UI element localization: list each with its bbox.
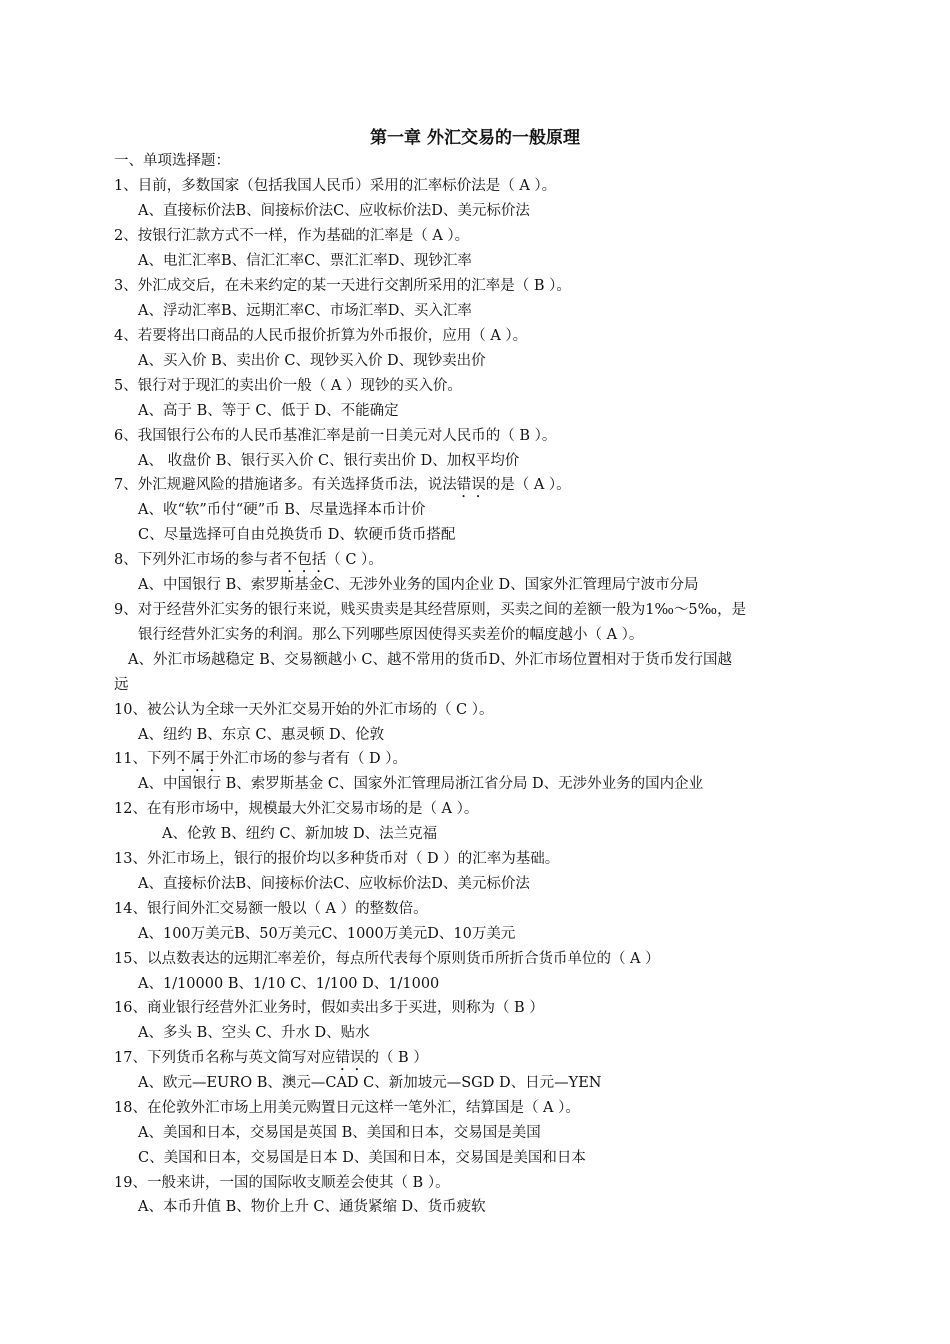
question-10-stem: 10、被公认为全球一天外汇交易开始的外汇市场的（ C ）。	[114, 702, 494, 718]
question-14-options: A、100万美元B、50万美元C、1000万美元D、10万美元	[138, 926, 516, 942]
question-13-options: A、直接标价法B、间接标价法C、应收标价法D、美元标价法	[138, 876, 530, 892]
question-9-stem: 9、对于经营外汇实务的银行来说，贱买贵卖是其经营原则，买卖之间的差额一般为1‰～5‰，是	[114, 602, 747, 618]
question-1-options: A、直接标价法B、间接标价法C、应收标价法D、美元标价法	[138, 203, 530, 219]
question-4-options: A、买入价 B、卖出价 C、现钞买入价 D、现钞卖出价	[138, 353, 486, 369]
question-17-stem-post: 的（ B ）	[364, 1050, 428, 1066]
question-4-stem: 4、若要将出口商品的人民币报价折算为外币报价，应用（ A ）。	[114, 328, 528, 344]
question-8-emphasis: 不包括	[282, 552, 327, 568]
question-7-stem-post: 的是（ A ）。	[485, 477, 571, 493]
question-11-stem-pre: 11、下列	[114, 751, 176, 767]
question-7-stem-pre: 7、外汇规避风险的措施诸多。有关选择货币法，说法	[114, 477, 457, 493]
question-8-stem-post: （ C ）。	[326, 552, 383, 568]
question-7-options-row-2: C、尽量选择可自由兑换货币 D、软硬币货币搭配	[138, 527, 456, 543]
question-18-options-row-1: A、美国和日本，交易国是英国 B、美国和日本，交易国是美国	[138, 1125, 541, 1141]
question-11-stem	[114, 748, 407, 775]
question-17-stem	[114, 1047, 428, 1074]
question-10-options: A、纽约 B、东京 C、惠灵顿 D、伦敦	[138, 727, 385, 743]
question-8-stem-pre: 8、下列外汇市场的参与者	[114, 552, 283, 568]
question-11-options: A、中国银行 B、索罗斯基金 C、国家外汇管理局浙江省分局 D、无涉外业务的国内企业	[138, 776, 704, 792]
question-8-options: A、中国银行 B、索罗斯基金C、无涉外业务的国内企业 D、国家外汇管理局宁波市分局	[138, 577, 699, 593]
question-13-stem: 13、外汇市场上，银行的报价均以多种货币对（ D ）的汇率为基础。	[114, 851, 560, 867]
question-9-stem-continued: 银行经营外汇实务的利润。那么下列哪些原因使得买卖差价的幅度越小（ A ）。	[138, 627, 644, 643]
question-12-options: A、伦敦 B、纽约 C、新加坡 D、法兰克福	[162, 826, 438, 842]
question-7-options-row-1: A、收“软”币付“硬”币 B、尽量选择本币计价	[138, 502, 426, 518]
question-11-stem-post: 外汇市场的参与者有（ D ）。	[219, 751, 408, 767]
question-5-stem: 5、银行对于现汇的卖出价一般（ A ）现钞的买入价。	[114, 378, 462, 394]
question-8-stem	[114, 549, 383, 576]
question-17-emphasis: 错误	[335, 1050, 365, 1066]
question-16-options: A、多头 B、空头 C、升水 D、贴水	[138, 1025, 370, 1041]
question-18-options-row-2: C、美国和日本，交易国是日本 D、美国和日本，交易国是美国和日本	[138, 1150, 586, 1166]
question-18-stem: 18、在伦敦外汇市场上用美元购置日元这样一笔外汇，结算国是（ A ）。	[114, 1100, 580, 1116]
question-17-options: A、欧元—EURO B、澳元—CAD C、新加坡元—SGD D、日元—YEN	[138, 1075, 602, 1091]
question-3-options: A、浮动汇率B、远期汇率C、市场汇率D、买入汇率	[138, 303, 472, 319]
question-6-options: A、 收盘价 B、银行买入价 C、银行卖出价 D、加权平均价	[138, 453, 520, 469]
question-6-stem: 6、我国银行公布的人民币基准汇率是前一日美元对人民币的（ B ）。	[114, 428, 557, 444]
question-19-stem: 19、一般来讲，一国的国际收支顺差会使其（ B ）。	[114, 1175, 450, 1191]
chapter-title: 第一章 外汇交易的一般原理	[370, 128, 580, 148]
question-2-stem: 2、按银行汇款方式不一样，作为基础的汇率是（ A ）。	[114, 228, 470, 244]
question-9-options: A、外汇市场越稳定 B、交易额越小 C、越不常用的货币D、外汇市场位置相对于货币发行国越	[128, 652, 733, 668]
question-14-stem: 14、银行间外汇交易额一般以（ A ）的整数倍。	[114, 901, 428, 917]
question-15-stem: 15、以点数表达的远期汇率差价，每点所代表每个原则货币所折合货币单位的（ A ）	[114, 951, 660, 967]
question-15-options: A、1/10000 B、1/10 C、1/100 D、1/1000	[138, 976, 440, 992]
question-17-stem-pre: 17、下列货币名称与英文简写对应	[114, 1050, 336, 1066]
question-11-emphasis: 不属于	[175, 751, 220, 767]
question-12-stem: 12、在有形市场中，规模最大外汇交易市场的是（ A ）。	[114, 801, 479, 817]
question-19-options: A、本币升值 B、物价上升 C、通货紧缩 D、货币疲软	[138, 1199, 486, 1215]
question-16-stem: 16、商业银行经营外汇业务时，假如卖出多于买进，则称为（ B ）	[114, 1000, 544, 1016]
question-9-options-continued: 远	[114, 677, 129, 693]
question-1-stem: 1、目前，多数国家（包括我国人民币）采用的汇率标价法是（ A ）。	[114, 178, 557, 194]
section-heading: 一、单项选择题：	[114, 153, 230, 169]
question-7-stem	[114, 474, 571, 501]
question-2-options: A、电汇汇率B、信汇汇率C、票汇汇率D、现钞汇率	[138, 253, 472, 269]
question-7-emphasis: 错误	[456, 477, 486, 493]
question-3-stem: 3、外汇成交后，在未来约定的某一天进行交割所采用的汇率是（ B ）。	[114, 278, 571, 294]
question-5-options: A、高于 B、等于 C、低于 D、不能确定	[138, 403, 399, 419]
